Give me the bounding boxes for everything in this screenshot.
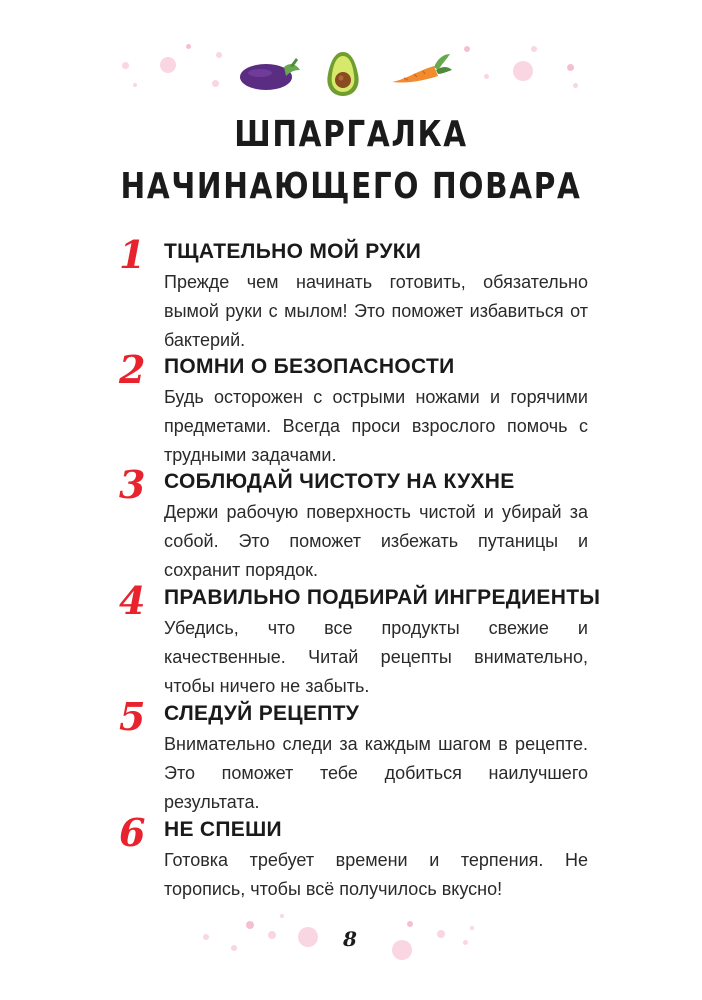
avocado-icon [324,50,362,98]
decor-dot [567,64,574,71]
decor-dot [246,921,254,929]
page-title: ШПАРГАЛКА [234,114,468,155]
decor-dot [573,83,578,88]
decor-dot [484,74,489,79]
tip-number: 3 [119,462,146,507]
tip-heading: ТЩАТЕЛЬНО МОЙ РУКИ [164,240,422,263]
tip-text: Внимательно следи за каждым шагом в рецепте. Это поможет тебе добиться наилучшего результата. [164,734,588,812]
decor-dot [268,931,276,939]
decor-dot [513,61,533,81]
eggplant-icon [240,52,302,94]
tip-text: Прежде чем начинать готовить, обязательно вымой руки с мылом! Это поможет избавиться от бактерий. [164,272,588,350]
tip-text: Будь осторожен с острыми ножами и горячими предметами. Всегда проси взрослого помочь с трудными задачами. [164,387,588,465]
decor-dot [437,930,445,938]
tip-heading: СЛЕДУЙ РЕЦЕПТУ [164,702,360,725]
decor-dot [407,921,413,927]
decor-dot [280,914,284,918]
decor-dot [298,927,318,947]
decor-dot [216,52,222,58]
tip-text: Держи рабочую поверхность чистой и убирай за собой. Это поможет избежать путаницы и сохранит порядок. [164,502,588,580]
carrot-icon [390,50,454,90]
decor-dot [463,940,468,945]
decor-dot [203,934,209,940]
tip-number: 5 [119,694,146,739]
decor-dot [392,940,412,960]
decor-dot [122,62,129,69]
tip-heading: СОБЛЮДАЙ ЧИСТОТУ НА КУХНЕ [164,470,515,493]
tip-heading: ПОМНИ О БЕЗОПАСНОСТИ [164,355,455,378]
decor-dot [186,44,191,49]
tip-number: 1 [119,232,146,277]
decor-dot [531,46,537,52]
tip-number: 4 [119,578,146,623]
decor-dot [464,46,470,52]
decor-dot [231,945,237,951]
page-subtitle: НАЧИНАЮЩЕГО ПОВАРА [120,166,582,207]
decor-dot [160,57,176,73]
decor-dot [212,80,219,87]
tip-number: 6 [119,810,146,855]
tip-heading: НЕ СПЕШИ [164,818,282,841]
tip-text: Убедись, что все продукты свежие и качественные. Читай рецепты внимательно, чтобы ничего не забыть. [164,618,588,696]
decor-dot [470,926,474,930]
tip-heading: ПРАВИЛЬНО ПОДБИРАЙ ИНГРЕДИЕНТЫ [164,586,601,609]
tip-text: Готовка требует времени и терпения. Не торопись, чтобы всё получилось вкусно! [164,850,588,899]
page-number: 8 [343,927,357,951]
tip-number: 2 [119,347,146,392]
decor-dot [133,83,137,87]
